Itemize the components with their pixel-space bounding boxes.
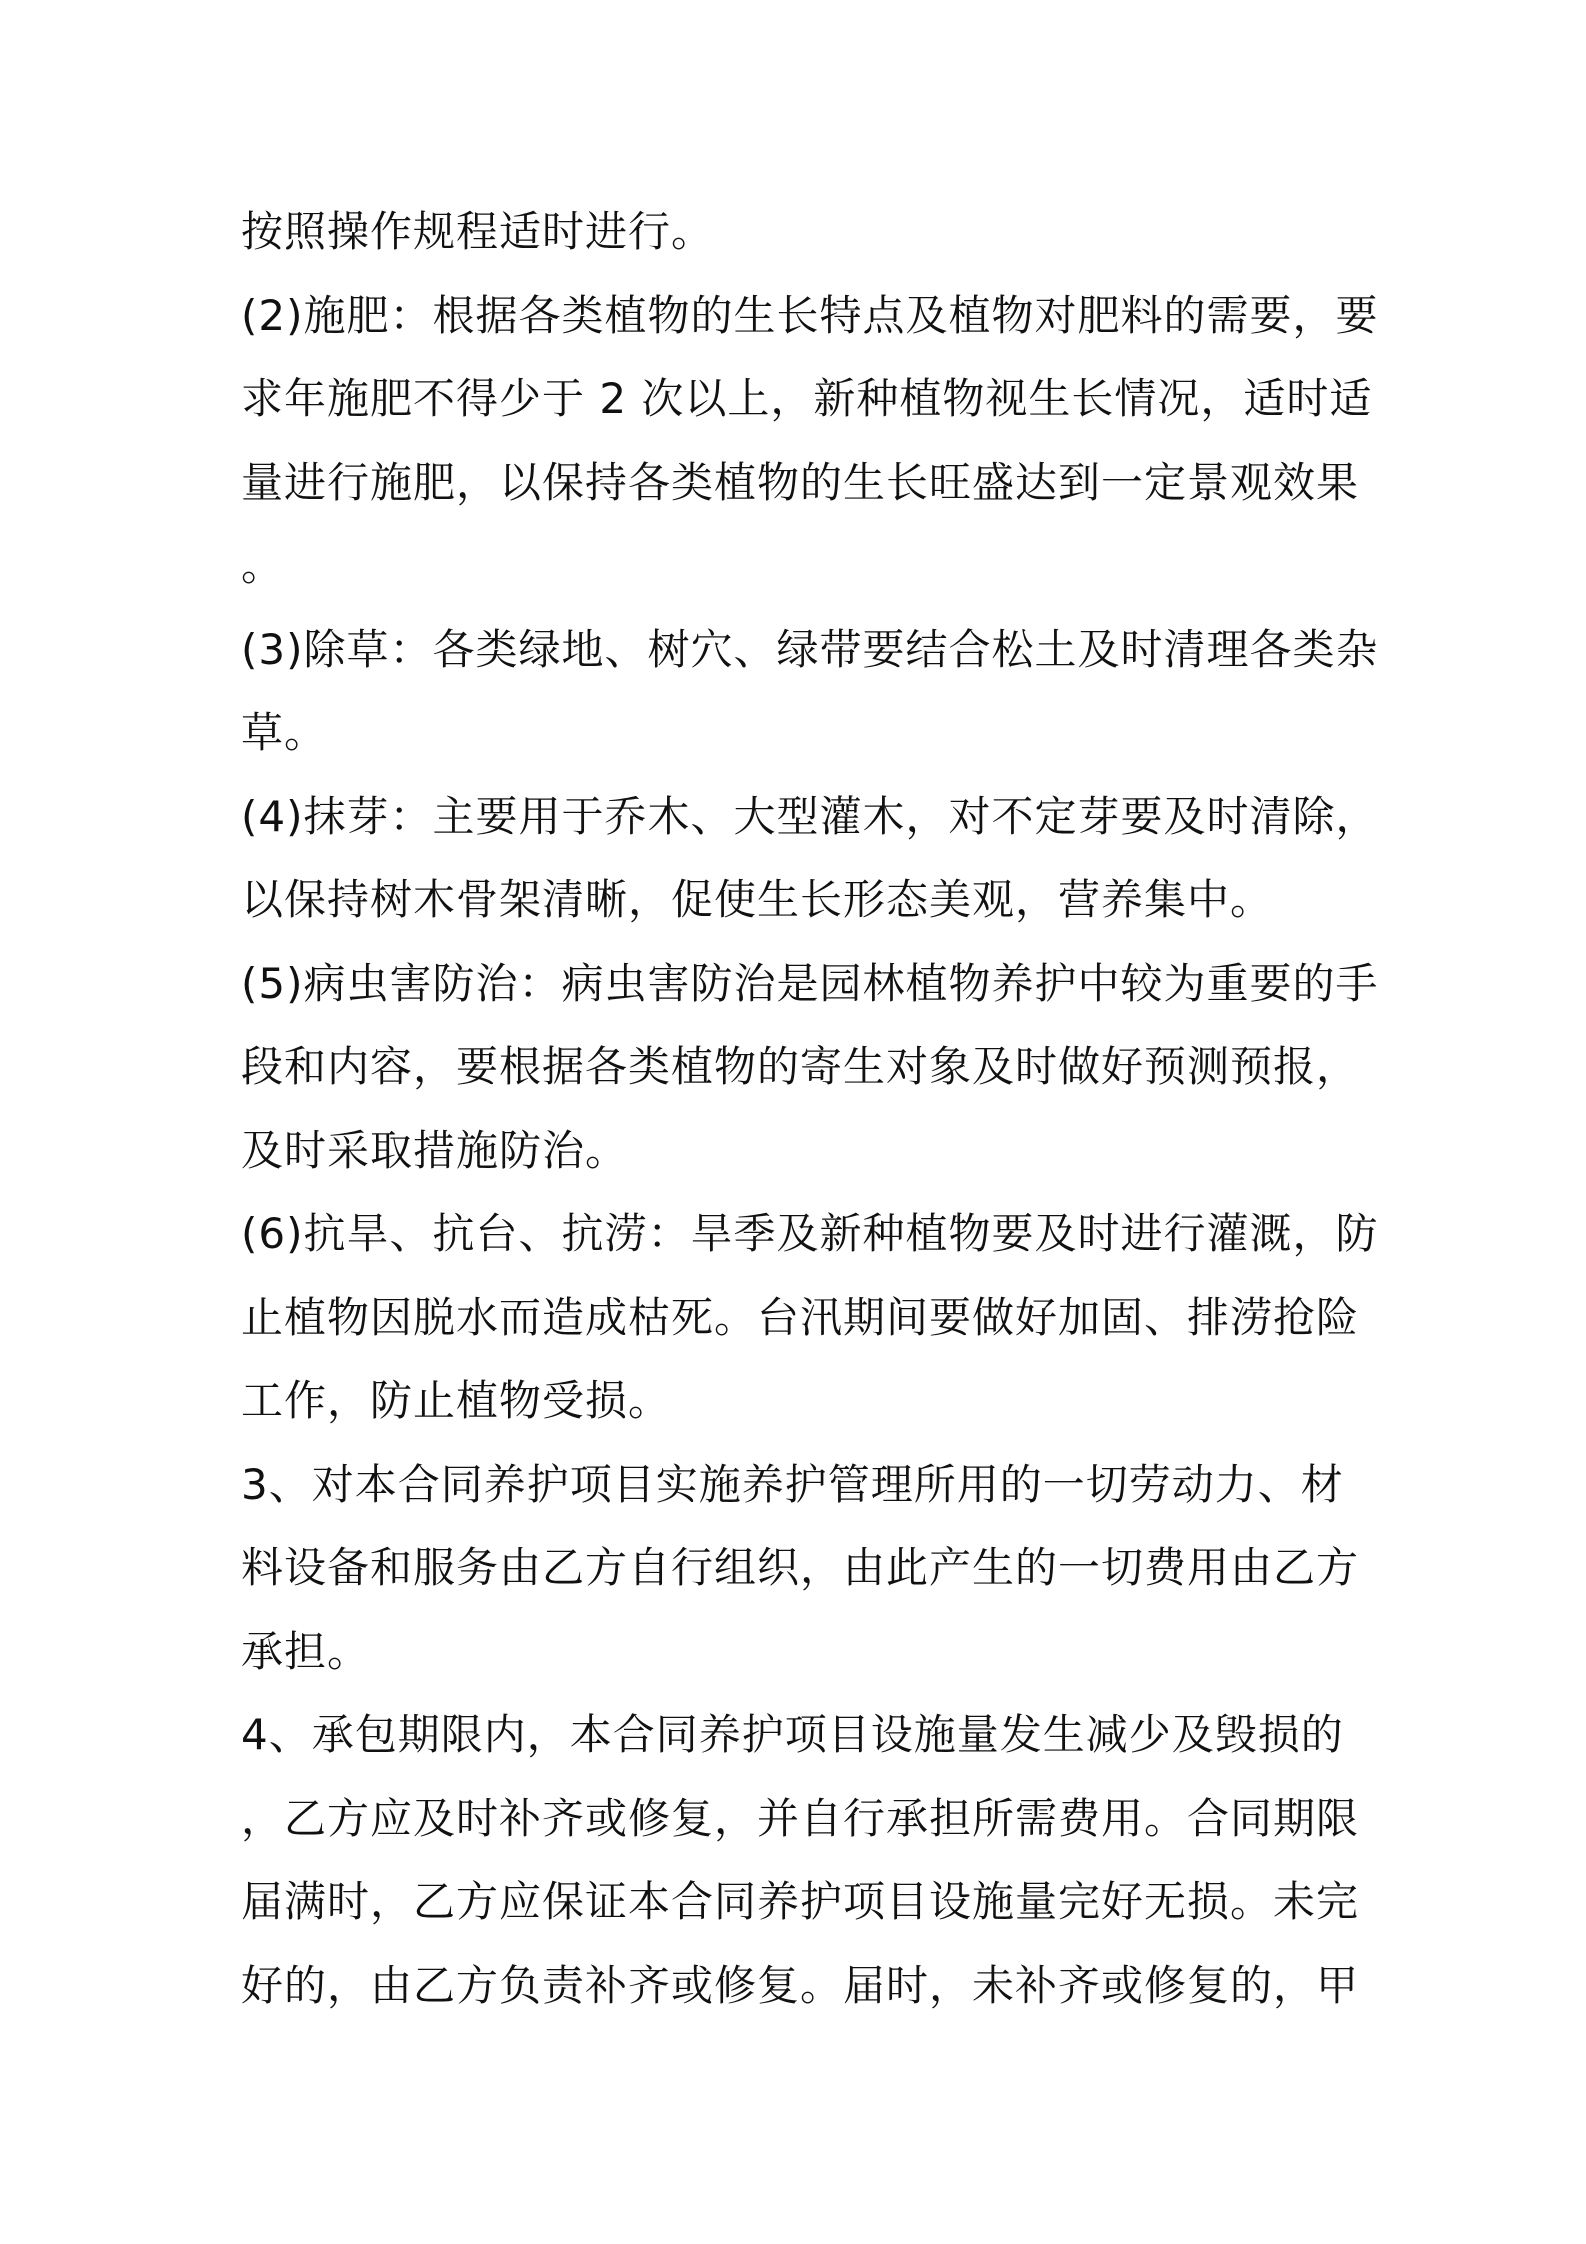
- text-line: 3、对本合同养护项目实施养护管理所用的一切劳动力、材: [241, 1459, 1344, 1509]
- text-line: ，乙方应及时补齐或修复，并自行承担所需费用。合同期限: [241, 1793, 1360, 1843]
- text-line: (4)抹芽：主要用于乔木、大型灌木，对不定芽要及时清除，: [241, 791, 1379, 841]
- text-line: 止植物因脱水而造成枯死。台汛期间要做好加固、排涝抢险: [241, 1292, 1360, 1342]
- text-line: 以保持树木骨架清晰，促使生长形态美观，营养集中。: [241, 875, 1274, 924]
- text-line: 草。: [241, 708, 328, 757]
- text-line: 。: [241, 541, 285, 590]
- text-line: 求年施肥不得少于 2 次以上，新种植物视生长情况，适时适: [241, 374, 1373, 423]
- text-line: (5)病虫害防治：病虫害防治是园林植物养护中较为重要的手: [241, 958, 1379, 1008]
- text-line: 段和内容，要根据各类植物的寄生对象及时做好预测预报，: [241, 1042, 1360, 1091]
- text-line: 量进行施肥，以保持各类植物的生长旺盛达到一定景观效果: [241, 457, 1360, 507]
- text-line: 承担。: [241, 1626, 371, 1676]
- text-line: (2)施肥：根据各类植物的生长特点及植物对肥料的需要，要: [241, 290, 1379, 340]
- document-body: [241, 190, 1379, 2027]
- text-line: 好的，由乙方负责补齐或修复。届时，未补齐或修复的，甲: [241, 1960, 1360, 2010]
- text-line: 工作，防止植物受损。: [241, 1376, 672, 1425]
- text-line: 按照操作规程适时进行。: [241, 207, 715, 256]
- text-line: 届满时，乙方应保证本合同养护项目设施量完好无损。未完: [241, 1877, 1360, 1926]
- text-line: 及时采取措施防治。: [241, 1125, 629, 1175]
- text-line: (3)除草：各类绿地、树穴、绿带要结合松土及时清理各类杂: [241, 624, 1379, 674]
- text-line: 料设备和服务由乙方自行组织，由此产生的一切费用由乙方: [241, 1543, 1360, 1592]
- text-line: 4、承包期限内，本合同养护项目设施量发生减少及毁损的: [241, 1710, 1344, 1759]
- text-line: (6)抗旱、抗台、抗涝：旱季及新种植物要及时进行灌溉，防: [241, 1209, 1379, 1258]
